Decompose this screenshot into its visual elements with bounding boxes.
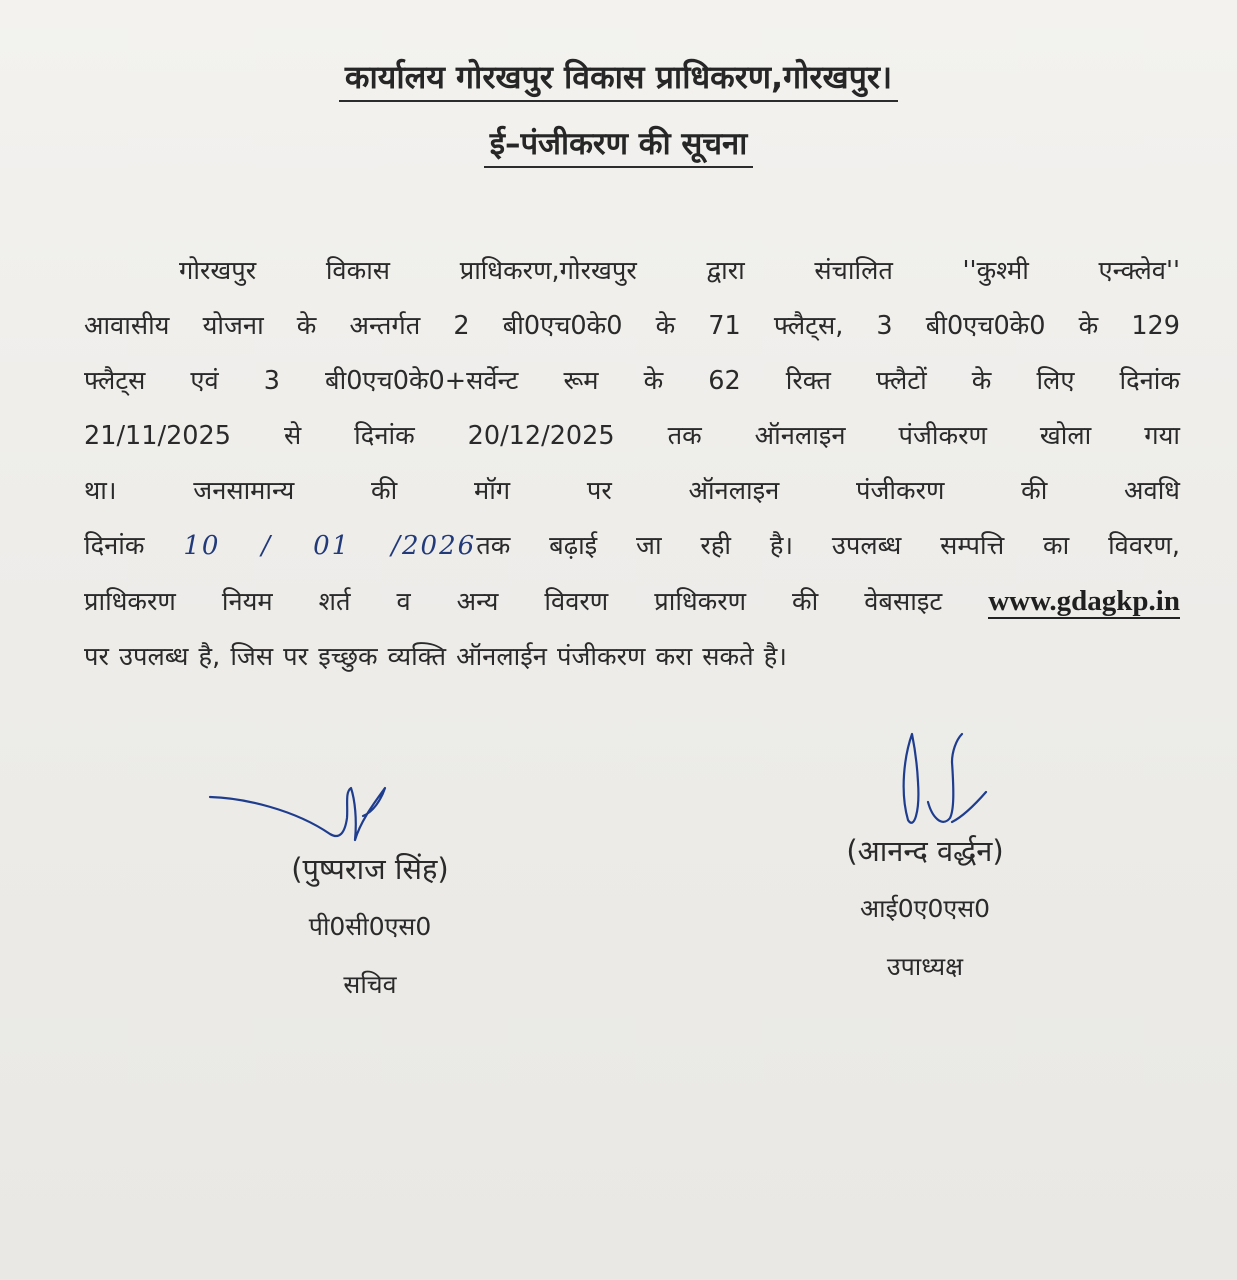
signature-left-icon bbox=[205, 770, 395, 850]
body-line-3: फ्लैट्स एवं 3 बी0एच0के0+सर्वेन्ट रूम के 62 रिक्त फ्लैटों के लिए दिनांक bbox=[84, 366, 1180, 396]
body-line-8: पर उपलब्ध है, जिस पर इच्छुक व्यक्ति ऑनलाईन पंजीकरण करा सकते है। bbox=[84, 642, 787, 672]
signatory-vice-chairman bbox=[790, 822, 1060, 996]
notice-title-text: ई–पंजीकरण की सूचना bbox=[484, 126, 754, 168]
notice-body bbox=[84, 244, 1180, 685]
body-line-1: गोरखपुर विकास प्राधिकरण,गोरखपुर द्वारा संचालित ''कुश्मी एन्क्लेव'' bbox=[179, 256, 1180, 286]
secretary-service: पी0सी0एस0 bbox=[308, 912, 432, 941]
body-line-6-prefix: दिनांक bbox=[84, 531, 145, 561]
signature-right-icon bbox=[890, 722, 1010, 837]
secretary-name: (पुष्पराज सिंह) bbox=[291, 852, 449, 886]
body-line-4: 21/11/2025 से दिनांक 20/12/2025 तक ऑनलाइन पंजीकरण खोला गया bbox=[84, 421, 1180, 451]
office-title-text: कार्यालय गोरखपुर विकास प्राधिकरण,गोरखपुर। bbox=[339, 58, 898, 102]
handwritten-date: 10 / 01 /2026 bbox=[183, 531, 477, 561]
body-line-5: था। जनसामान्य की मॉग पर ऑनलाइन पंजीकरण की अवधि bbox=[84, 476, 1180, 506]
signatory-secretary bbox=[240, 840, 500, 1014]
body-line-6-suffix: तक बढ़ाई जा रही है। उपलब्ध सम्पत्ति का विवरण, bbox=[476, 531, 1181, 561]
body-line-7 bbox=[84, 574, 1180, 630]
secretary-designation: सचिव bbox=[343, 970, 397, 999]
notice-title bbox=[0, 122, 1237, 164]
body-line-2: आवासीय योजना के अन्तर्गत 2 बी0एच0के0 के 71 फ्लैट्स, 3 बी0एच0के0 के 129 bbox=[84, 311, 1180, 341]
vice-chairman-designation: उपाध्यक्ष bbox=[886, 952, 964, 981]
body-line-7-prefix: प्राधिकरण नियम शर्त व अन्य विवरण प्राधिकरण की वेबसाइट bbox=[84, 587, 943, 617]
office-title bbox=[0, 55, 1237, 98]
vice-chairman-name: (आनन्द वर्द्धन) bbox=[846, 834, 1004, 868]
body-line-6 bbox=[84, 519, 1180, 574]
website-link[interactable]: www.gdagkp.in bbox=[988, 585, 1180, 617]
vice-chairman-service: आई0ए0एस0 bbox=[859, 894, 991, 923]
